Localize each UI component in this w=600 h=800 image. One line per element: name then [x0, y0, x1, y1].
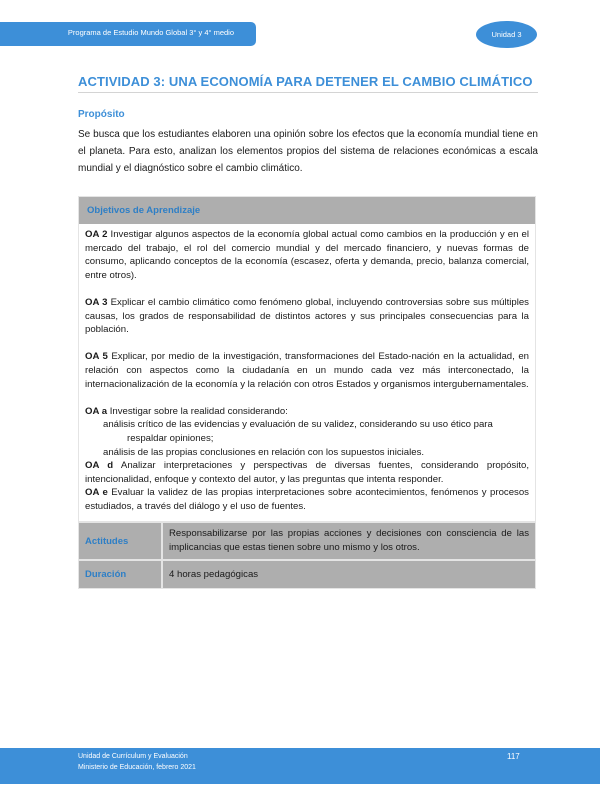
- program-title: Programa de Estudio Mundo Global 3° y 4° medio: [67, 28, 234, 37]
- objectives-body: [79, 224, 535, 521]
- attitudes-text: Responsabilizarse por las propias acciones y decisiones con consciencia de las implicancias que estas tienen sobre uno mismo y los otros.: [169, 528, 529, 554]
- objective-text: Analizar interpretaciones y perspectivas de diversas fuentes, considerando propósito, intencionalidad, enfoque y contexto del autor, y las preguntas que intenta responder.: [85, 460, 530, 485]
- objective-text: Evaluar la validez de las propias interpretaciones sobre acontecimientos, fenómenos y procesos estudiados, a través del diálogo y el uso de fuentes.: [85, 487, 529, 512]
- objective-code: OA d: [85, 460, 114, 472]
- objective-code: OA a: [85, 405, 108, 417]
- purpose-heading: Propósito: [78, 109, 125, 120]
- footer-ministry: Ministerio de Educación, febrero 2021: [78, 764, 196, 771]
- objective-oaa-sub1: análisis crítico de las evidencias y evaluación de su validez, considerando su uso ético para: [103, 419, 493, 431]
- objective-code: OA 3: [85, 296, 108, 308]
- objective-code: OA 5: [85, 351, 108, 363]
- objectives-heading: Objetivos de Aprendizaje: [79, 197, 535, 224]
- purpose-text: Se busca que los estudiantes elaboren una opinión sobre los efectos que la economía mundial tiene en el planeta. Para esto, analizan los elementos propios del sistema de relaciones económicas a escala mundial y el diagnóstico sobre el cambio climático.: [78, 129, 538, 174]
- objective-code: OA 2: [85, 229, 108, 240]
- objective-oaa-sub2: análisis de las propias conclusiones en relación con los supuestos iniciales.: [103, 446, 425, 458]
- objective-oaa: [85, 405, 529, 419]
- objective-text: Explicar el cambio climático como fenómeno global, incluyendo controversias sobre sus múltiples causas, los grados de responsabilidad de distintos actores y sus principales consecuencias para la población.: [85, 296, 529, 336]
- title-divider: [78, 92, 538, 93]
- attitudes-label: Actitudes: [79, 523, 163, 558]
- program-header-bar: [0, 22, 256, 46]
- objective-oa2: [85, 228, 529, 282]
- objective-oaa-sub1-cont: respaldar opiniones;: [127, 432, 214, 444]
- activity-title: ACTIVIDAD 3: UNA ECONOMÍA PARA DETENER EL CAMBIO CLIMÁTICO: [78, 74, 533, 89]
- objective-oa5: [85, 350, 529, 391]
- duration-label: Duración: [79, 561, 163, 589]
- duration-row: [79, 559, 535, 589]
- duration-text: 4 horas pedagógicas: [169, 568, 259, 580]
- objective-text: Investigar algunos aspectos de la economía global actual como cambios en la producción y en el mercado del trabajo, el rol del comercio mundial y del mercado financiero, y nuevas formas de consumo, aplicando conceptos de la economía (escasez, oferta y demanda, precio, balanza comercial, entre otros).: [85, 229, 529, 281]
- objectives-table: [78, 196, 536, 589]
- footer-unit: Unidad de Currículum y Evaluación: [78, 753, 188, 760]
- page-number: 117: [507, 752, 520, 761]
- attitudes-row: [79, 521, 535, 558]
- unit-badge: Unidad 3: [476, 21, 537, 48]
- page-footer: [0, 748, 600, 784]
- objective-code: OA e: [85, 487, 108, 499]
- objective-oa3: [85, 296, 529, 337]
- objective-oae: [85, 486, 529, 513]
- objective-text: Investigar sobre la realidad considerando:: [107, 405, 288, 417]
- objective-text: Explicar, por medio de la investigación, transformaciones del Estado-nación en la actualidad, en relación con aspectos como la ciudadanía en un mundo cada vez más interconectado, la internacionalización de la economía y la relación con otros Estados y organismos intergubernamentales.: [85, 351, 529, 390]
- objective-oad: [85, 459, 529, 486]
